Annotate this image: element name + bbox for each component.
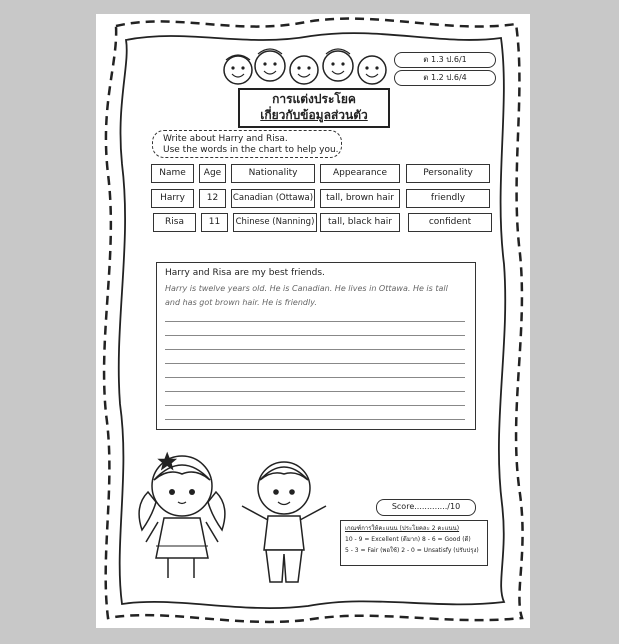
chart-header-age: Age bbox=[199, 164, 226, 183]
instructions-box bbox=[152, 130, 342, 158]
chart-cell: 11 bbox=[201, 213, 228, 232]
criteria-line-1: 10 - 9 = Excellent (ดีมาก) 8 - 6 = Good (ดี) bbox=[345, 536, 471, 543]
worksheet-title-banner bbox=[238, 88, 390, 128]
writing-line bbox=[165, 419, 465, 420]
writing-line bbox=[165, 321, 465, 322]
writing-line bbox=[165, 363, 465, 364]
score-box: Score............./10 bbox=[376, 499, 476, 516]
chart-cell: 12 bbox=[199, 189, 226, 208]
writing-line bbox=[165, 349, 465, 350]
boy-cartoon-image bbox=[236, 450, 332, 586]
example-text bbox=[165, 282, 465, 310]
writing-line bbox=[165, 377, 465, 378]
instruction-line-2: Use the words in the chart to help you. bbox=[163, 145, 339, 155]
chart-cell: tall, brown hair bbox=[320, 189, 400, 208]
writing-area[interactable] bbox=[156, 262, 476, 430]
scoring-criteria-box bbox=[340, 520, 488, 566]
cartoon-kids-header-image bbox=[220, 46, 400, 92]
standard-badge-1: ต 1.3 ป.6/1 bbox=[394, 52, 496, 68]
chart-cell: Risa bbox=[153, 213, 196, 232]
chart-cell: Chinese (Nanning) bbox=[233, 213, 317, 232]
writing-heading: Harry and Risa are my best friends. bbox=[165, 268, 325, 278]
title-line-1: การแต่งประโยค bbox=[272, 92, 356, 106]
criteria-title: เกณฑ์การให้คะแนน (ประโยคละ 2 คะแนน) bbox=[345, 525, 460, 532]
chart-header-nationality: Nationality bbox=[231, 164, 315, 183]
standard-badge-2: ต 1.2 ป.6/4 bbox=[394, 70, 496, 86]
example-line-2: and has got brown hair. He is friendly. bbox=[165, 298, 317, 307]
chart-cell: tall, black hair bbox=[320, 213, 400, 232]
chart-cell: confident bbox=[408, 213, 492, 232]
chart-cell: Harry bbox=[151, 189, 194, 208]
criteria-line-2: 5 - 3 = Fair (พอใช้) 2 - 0 = Unsatisfy (ปรับปรุง) bbox=[345, 547, 479, 554]
writing-line bbox=[165, 335, 465, 336]
chart-header-personality: Personality bbox=[406, 164, 490, 183]
chart-header-appearance: Appearance bbox=[320, 164, 400, 183]
instruction-line-1: Write about Harry and Risa. bbox=[163, 134, 288, 144]
writing-line bbox=[165, 405, 465, 406]
writing-line bbox=[165, 391, 465, 392]
example-line-1: Harry is twelve years old. He is Canadian. He lives in Ottawa. He is tall bbox=[165, 284, 448, 293]
worksheet-page bbox=[96, 14, 530, 628]
chart-header-name: Name bbox=[151, 164, 194, 183]
title-line-2: เกี่ยวกับข้อมูลส่วนตัว bbox=[260, 108, 368, 122]
chart-cell: friendly bbox=[406, 189, 490, 208]
chart-cell: Canadian (Ottawa) bbox=[231, 189, 315, 208]
girl-cartoon-image bbox=[134, 446, 230, 582]
